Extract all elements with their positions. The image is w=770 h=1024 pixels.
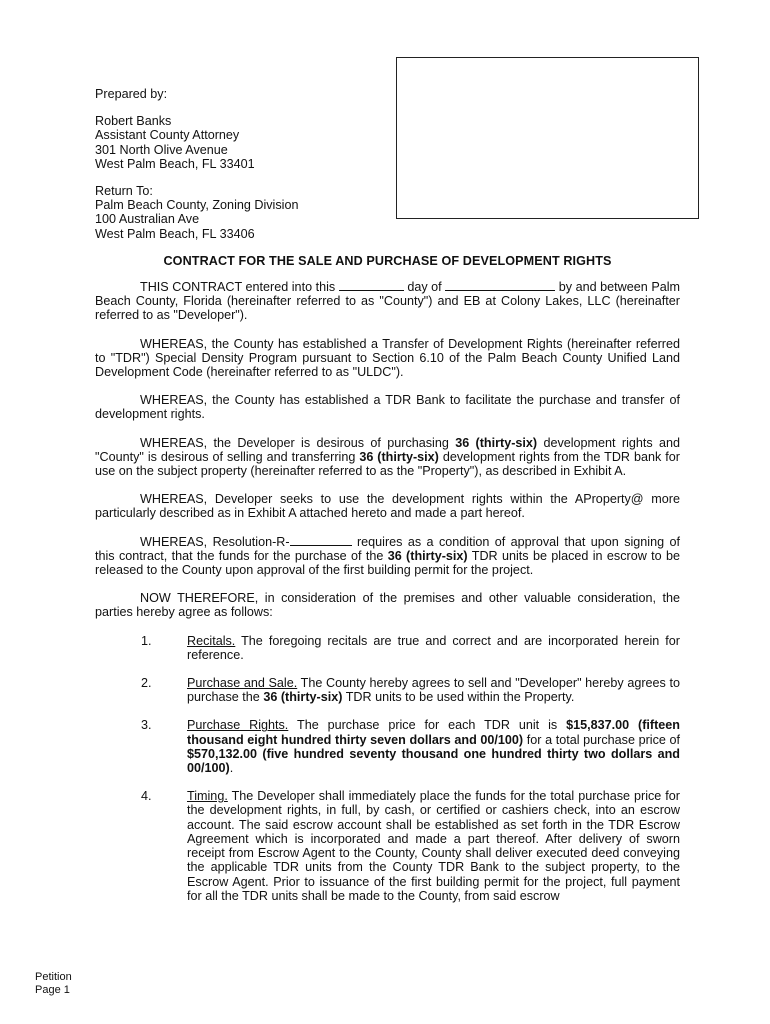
preparer-street: 301 North Olive Avenue	[95, 142, 228, 157]
whereas-paragraph-4: WHEREAS, Developer seeks to use the development rights within the AProperty@ more particularly described as in Exhibit A attached hereto and made a part hereof.	[95, 492, 680, 521]
page-number: Page 1	[35, 984, 70, 996]
section-2-purchase-and-sale: 2. Purchase and Sale. The County hereby agrees to sell and "Developer" hereby agrees to purchase the 36 (thirty-six) TDR units to be used within the Property.	[141, 676, 680, 705]
whereas-paragraph-3: WHEREAS, the Developer is desirous of purchasing 36 (thirty-six) development rights and "County" is desirous of selling and transferring 36 (thirty-six) development rights from the TDR bank for use on the subject property (hereinafter referred to as the "Property"), as described in Exhibit A.	[95, 435, 681, 479]
whereas-paragraph-2: WHEREAS, the County has established a TDR Bank to facilitate the purchase and transfer of development rights.	[95, 393, 680, 422]
return-org: Palm Beach County, Zoning Division	[95, 198, 299, 213]
preparer-city: West Palm Beach, FL 33401	[95, 156, 255, 171]
header-block	[95, 87, 395, 241]
month-blank	[445, 280, 555, 291]
intro-paragraph: THIS CONTRACT entered into this day of by and between Palm Beach County, Florida (hereinafter referred to as "County") and EB at Colony Lakes, LLC (hereinafter referred to as "Developer").	[95, 280, 681, 323]
return-city: West Palm Beach, FL 33406	[95, 226, 255, 241]
resolution-blank	[290, 535, 352, 546]
day-blank	[339, 280, 404, 291]
recording-stamp-box	[396, 57, 699, 219]
section-4-timing: 4. Timing. The Developer shall immediately place the funds for the total purchase price for the development rights, in full, by cash, or certified or cashiers check, into an escrow account. The said escrow account shall be established as set forth in the TDR Escrow Agreement which is incorporated and made a part thereof. After delivery of sworn receipt from Escrow Agent to the County, County shall deliver executed deed conveying the applicable TDR units from the County TDR Bank to the subject property, to the Escrow Agent. Prior to issuance of the first building permit for the project, full payment for all the TDR units shall be made to the County, from said escrow	[141, 789, 680, 903]
preparer-title: Assistant County Attorney	[95, 128, 240, 143]
preparer-name: Robert Banks	[95, 114, 172, 129]
section-3-purchase-rights: 3. Purchase Rights. The purchase price for each TDR unit is $15,837.00 (fifteen thousand eight hundred thirty seven dollars and 00/100) for a total purchase price of $570,132.00 (five hundred seventy thousand one hundred thirty two dollars and 00/100).	[141, 718, 681, 776]
now-therefore-paragraph: NOW THEREFORE, in consideration of the premises and other valuable consideration, the parties hereby agree as follows:	[95, 591, 680, 620]
section-1-recitals: 1. Recitals. The foregoing recitals are true and correct and are incorporated herein for reference.	[141, 633, 680, 662]
return-to-label: Return To:	[95, 184, 153, 199]
whereas-paragraph-1: WHEREAS, the County has established a Transfer of Development Rights (hereinafter referred to "TDR") Special Density Program pursuant to Section 6.10 of the Palm Beach County Unified Land Development Code (hereinafter referred to as "ULDC").	[95, 336, 680, 380]
whereas-paragraph-5: WHEREAS, Resolution-R- requires as a condition of approval that upon signing of this contract, that the funds for the purchase of the 36 (thirty-six) TDR units be placed in escrow to be released to the County upon approval of the first building permit for the project.	[95, 534, 681, 578]
page-footer	[35, 971, 72, 997]
return-street: 100 Australian Ave	[95, 212, 200, 227]
document-title: CONTRACT FOR THE SALE AND PURCHASE OF DEVELOPMENT RIGHTS	[163, 254, 612, 268]
petition-label: Petition	[35, 971, 72, 983]
contract-body	[95, 280, 680, 917]
prepared-by-label: Prepared by:	[95, 87, 168, 101]
